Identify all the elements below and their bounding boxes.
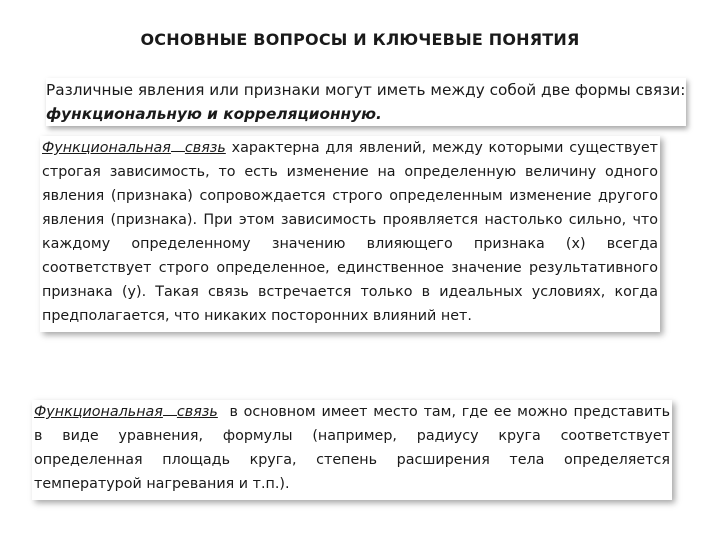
underline-gap-2 [163,404,177,416]
term-functional-2: Функциональная [34,404,163,420]
functional-link-definition [40,136,660,332]
definition-body: характерна для явлений, между которыми существует строгая зависимость, то есть изменение на определенную величину одного явления (признака) сопровождается строго определенным изменение другого явления (признака). При этом зависимость проявляется настолько сильно, что каждому определенному значению влияющего признака (х) всегда соответствует строго определенное, единственное значение результативного признака (у). Такая связь встречается только в идеальных условиях, когда предполагается, что никаких посторонних влияний нет. [42,140,659,324]
intro-text: Различные явления или признаки могут иметь между собой две формы связи: [46,81,686,99]
term-link-2: связь [176,404,218,420]
page-title: ОСНОВНЫЕ ВОПРОСЫ И КЛЮЧЕВЫЕ ПОНЯТИЯ [140,30,580,49]
examples-body: в основном имеет место там, где ее можно представить в виде уравнения, формулы (например, радиусу круга соответствует определенная площадь круга, степень расширения тела определяется температурой нагревания и т.п.). [34,404,671,492]
term-link: связь [184,140,226,156]
intro-paragraph [46,78,686,126]
underline-gap [171,140,185,152]
term-functional: Функциональная [42,140,171,156]
functional-link-examples [32,400,672,500]
intro-emphasis: функциональную и корреляционную. [46,105,382,123]
